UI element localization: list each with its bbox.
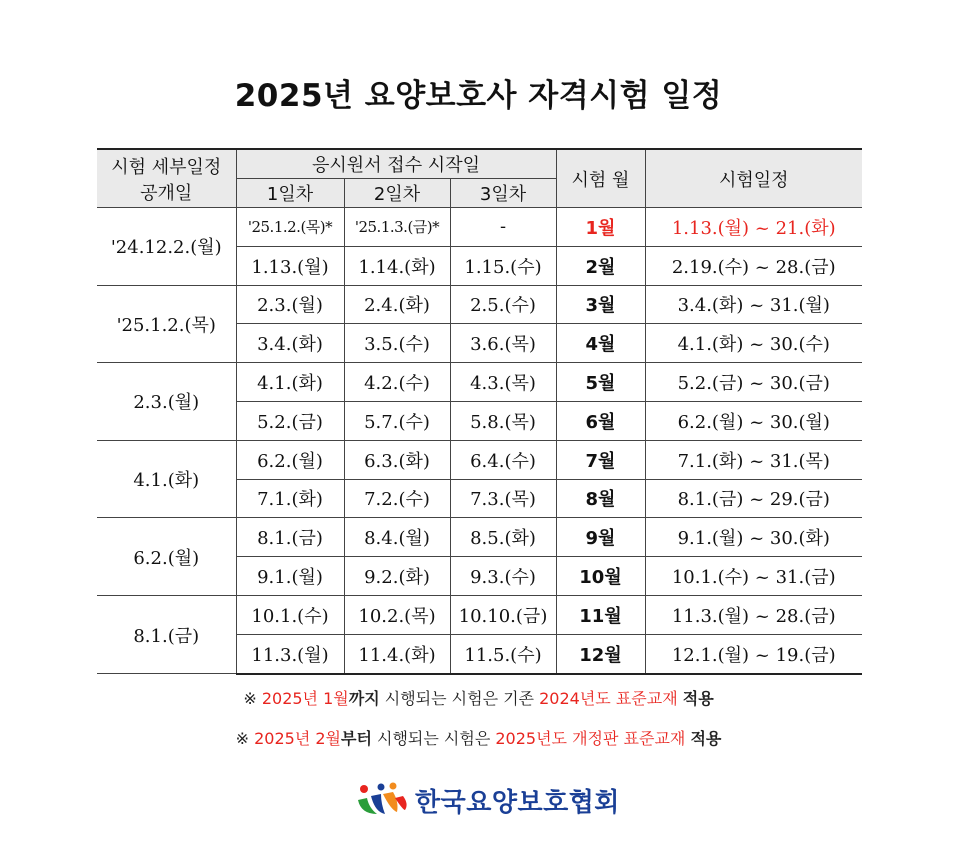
apply-day3-cell: 9.3.(수) xyxy=(450,557,556,596)
exam-schedule-cell: 7.1.(화) ~ 31.(목) xyxy=(645,440,862,479)
exam-month-cell: 4월 xyxy=(556,324,645,363)
apply-day2-cell: 4.2.(수) xyxy=(344,363,450,402)
exam-schedule-cell: 4.1.(화) ~ 30.(수) xyxy=(645,324,862,363)
note-mark: ※ xyxy=(243,689,262,708)
note-mark: ※ xyxy=(235,729,255,748)
note-red-date: 2025년 1월 xyxy=(261,689,349,708)
apply-day1-cell: 1.13.(월) xyxy=(236,246,344,285)
apply-day1-cell: '25.1.2.(목)* xyxy=(236,208,344,247)
header-open-date-line1: 시험 세부일정 xyxy=(111,156,222,178)
exam-month-cell: 11월 xyxy=(556,595,645,634)
apply-day1-cell: 5.2.(금) xyxy=(236,401,344,440)
exam-schedule-cell: 3.4.(화) ~ 31.(월) xyxy=(645,285,862,324)
people-logo-icon xyxy=(355,780,411,820)
apply-day3-cell: 10.10.(금) xyxy=(450,595,556,634)
note-red-textbook: 2025년도 개정판 표준교재 xyxy=(495,729,686,748)
page-title: 2025년 요양보호사 자격시험 일정 xyxy=(234,78,723,114)
exam-schedule-cell: 2.19.(수) ~ 28.(금) xyxy=(645,246,862,285)
apply-day2-cell: 2.4.(화) xyxy=(344,285,450,324)
header-apply-start: 응시원서 접수 시작일 xyxy=(236,149,556,179)
note-text: 시행되는 시험은 xyxy=(371,729,496,748)
note-bold-until: 까지 xyxy=(348,689,380,708)
exam-month-cell: 5월 xyxy=(556,363,645,402)
exam-schedule-cell: 10.1.(수) ~ 31.(금) xyxy=(645,557,862,596)
open-date-cell: 8.1.(금) xyxy=(97,595,236,673)
exam-schedule-cell: 5.2.(금) ~ 30.(금) xyxy=(645,363,862,402)
apply-day2-cell: 3.5.(수) xyxy=(344,324,450,363)
apply-day2-cell: 9.2.(화) xyxy=(344,557,450,596)
table-row xyxy=(97,285,862,324)
apply-day1-cell: 8.1.(금) xyxy=(236,518,344,557)
apply-day1-cell: 4.1.(화) xyxy=(236,363,344,402)
apply-day3-cell: 8.5.(화) xyxy=(450,518,556,557)
note-red-textbook: 2024년도 표준교재 xyxy=(539,689,678,708)
header-exam-schedule: 시험일정 xyxy=(645,149,862,208)
exam-month-cell: 7월 xyxy=(556,440,645,479)
header-exam-month: 시험 월 xyxy=(556,149,645,208)
note-bold-apply: 적용 xyxy=(682,689,714,708)
open-date-cell: '25.1.2.(목) xyxy=(97,285,236,363)
apply-day1-cell: 10.1.(수) xyxy=(236,595,344,634)
open-date-cell: 4.1.(화) xyxy=(97,440,236,518)
header-day2: 2일차 xyxy=(344,179,450,208)
apply-day2-cell: '25.1.3.(금)* xyxy=(344,208,450,247)
table-row xyxy=(97,363,862,402)
exam-month-cell: 9월 xyxy=(556,518,645,557)
open-date-cell: '24.12.2.(월) xyxy=(97,208,236,286)
apply-day2-cell: 8.4.(월) xyxy=(344,518,450,557)
table-row xyxy=(97,208,862,247)
table-row xyxy=(97,518,862,557)
apply-day1-cell: 7.1.(화) xyxy=(236,479,344,518)
exam-month-cell: 12월 xyxy=(556,634,645,673)
header-open-date-line2: 공개일 xyxy=(140,182,193,204)
exam-schedule-cell: 8.1.(금) ~ 29.(금) xyxy=(645,479,862,518)
association-name: 한국요양보호협회 xyxy=(415,787,620,818)
apply-day2-cell: 1.14.(화) xyxy=(344,246,450,285)
open-date-cell: 6.2.(월) xyxy=(97,518,236,596)
note-bold-from: 부터 xyxy=(341,729,372,748)
apply-day3-cell: 3.6.(목) xyxy=(450,324,556,363)
note-bold-apply: 적용 xyxy=(690,729,722,748)
exam-month-cell: 3월 xyxy=(556,285,645,324)
apply-day2-cell: 6.3.(화) xyxy=(344,440,450,479)
apply-day3-cell: 4.3.(목) xyxy=(450,363,556,402)
table-row xyxy=(97,440,862,479)
apply-day2-cell: 7.2.(수) xyxy=(344,479,450,518)
apply-day1-cell: 2.3.(월) xyxy=(236,285,344,324)
apply-day2-cell: 5.7.(수) xyxy=(344,401,450,440)
exam-month-cell: 8월 xyxy=(556,479,645,518)
open-date-cell: 2.3.(월) xyxy=(97,363,236,441)
exam-schedule-cell: 9.1.(월) ~ 30.(화) xyxy=(645,518,862,557)
header-day1: 1일차 xyxy=(236,179,344,208)
apply-day2-cell: 11.4.(화) xyxy=(344,634,450,673)
exam-schedule-cell: 6.2.(월) ~ 30.(월) xyxy=(645,401,862,440)
exam-month-cell: 1월 xyxy=(556,208,645,247)
apply-day1-cell: 9.1.(월) xyxy=(236,557,344,596)
schedule-body xyxy=(97,208,862,674)
apply-day1-cell: 11.3.(월) xyxy=(236,634,344,673)
apply-day3-cell: 1.15.(수) xyxy=(450,246,556,285)
exam-month-cell: 2월 xyxy=(556,246,645,285)
exam-schedule-cell: 12.1.(월) ~ 19.(금) xyxy=(645,634,862,673)
header-day3: 3일차 xyxy=(450,179,556,208)
note-2025-textbook xyxy=(0,726,957,749)
apply-day2-cell: 10.2.(목) xyxy=(344,595,450,634)
apply-day3-cell: 11.5.(수) xyxy=(450,634,556,673)
table-row xyxy=(97,595,862,634)
association-logo xyxy=(355,780,620,820)
note-red-date: 2025년 2월 xyxy=(254,729,341,748)
exam-month-cell: 6월 xyxy=(556,401,645,440)
exam-schedule-cell: 1.13.(월) ~ 21.(화) xyxy=(645,208,862,247)
apply-day1-cell: 6.2.(월) xyxy=(236,440,344,479)
apply-day3-cell: - xyxy=(450,208,556,247)
exam-month-cell: 10월 xyxy=(556,557,645,596)
apply-day3-cell: 6.4.(수) xyxy=(450,440,556,479)
note-text: 시행되는 시험은 기존 xyxy=(379,689,540,708)
note-2024-textbook xyxy=(0,686,957,709)
exam-schedule-cell: 11.3.(월) ~ 28.(금) xyxy=(645,595,862,634)
apply-day1-cell: 3.4.(화) xyxy=(236,324,344,363)
apply-day3-cell: 2.5.(수) xyxy=(450,285,556,324)
header-open-date xyxy=(97,149,236,208)
exam-schedule-table xyxy=(97,148,862,675)
apply-day3-cell: 5.8.(목) xyxy=(450,401,556,440)
apply-day3-cell: 7.3.(목) xyxy=(450,479,556,518)
